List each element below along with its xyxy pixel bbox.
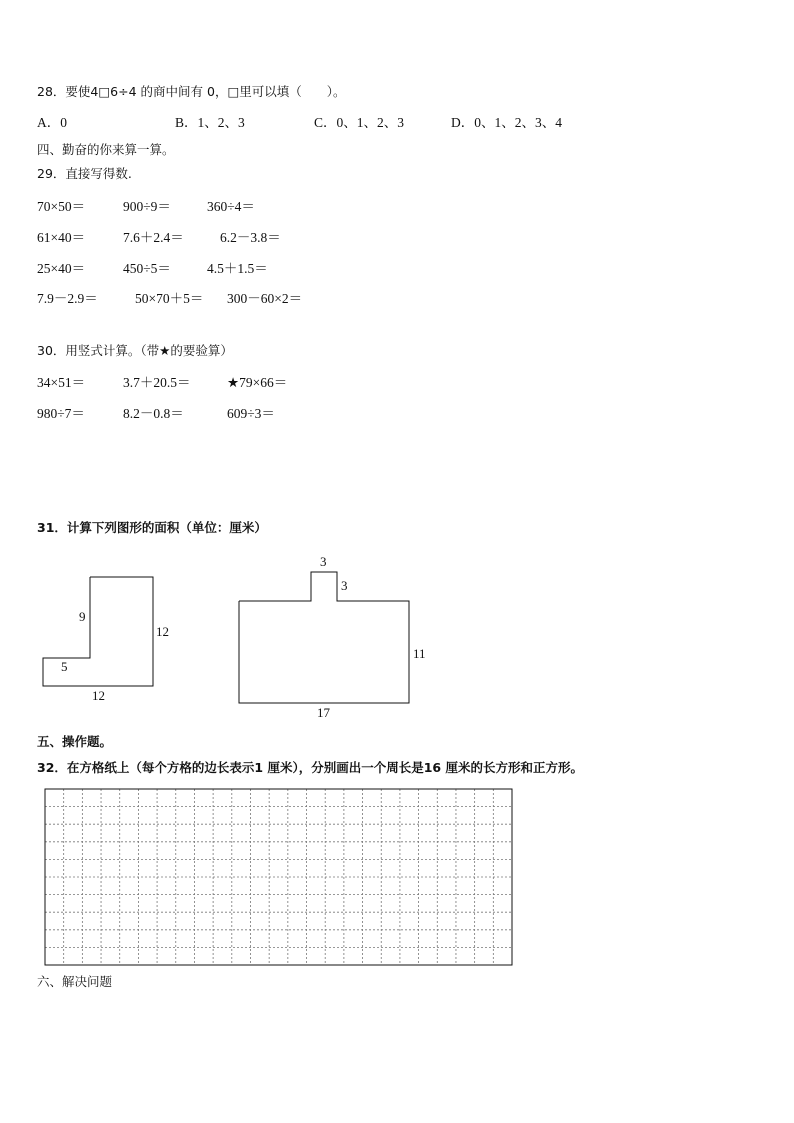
q28-option-b: B．1、2、3: [175, 115, 245, 130]
q29-item: 61×40＝: [37, 230, 86, 245]
figure-1-label-12-bottom: 12: [92, 688, 105, 703]
q29-item: 360÷4＝: [207, 199, 255, 214]
q30-item: 980÷7＝: [37, 406, 85, 421]
q29-item: 6.2－3.8＝: [220, 230, 281, 245]
figure-1-label-9: 9: [79, 609, 86, 624]
figure-2-label-3-top: 3: [320, 554, 327, 569]
q29-item: 70×50＝: [37, 199, 86, 214]
q28-option-d: D．0、1、2、3、4: [451, 115, 562, 130]
q28-option-a: A．0: [37, 115, 67, 130]
figure-2-label-17: 17: [317, 705, 330, 720]
section-4-heading: 四、勤奋的你来算一算。: [37, 142, 175, 157]
q28-stem: 28．要使4□6÷4 的商中间有 0，□里可以填（ ）。: [37, 84, 346, 99]
q29-item: 7.6＋2.4＝: [123, 230, 184, 245]
section-5-heading: 五、操作题。: [37, 734, 113, 749]
q30-item: 8.2－0.8＝: [123, 406, 184, 421]
q29-item: 900÷9＝: [123, 199, 171, 214]
q29-stem: 29．直接写得数.: [37, 166, 132, 181]
q30-item: ★79×66＝: [227, 375, 288, 390]
figure-2-label-11: 11: [413, 646, 426, 661]
q29-item: 300－60×2＝: [227, 291, 303, 306]
q29-item: 50×70＋5＝: [135, 291, 204, 306]
figure-1-label-12-right: 12: [156, 624, 169, 639]
figure-2-shape: [239, 572, 409, 703]
q28-option-c: C．0、1、2、3: [314, 115, 405, 130]
q29-item: 25×40＝: [37, 261, 86, 276]
q31-stem: 31．计算下列图形的面积（单位：厘米）: [37, 520, 267, 535]
figure-2-label-3-side: 3: [341, 578, 348, 593]
grid-paper[interactable]: [45, 789, 512, 965]
q30-item: 609÷3＝: [227, 406, 275, 421]
figure-1-l-shape: [43, 577, 153, 686]
q32-stem: 32．在方格纸上（每个方格的边长表示1 厘米），分别画出一个周长是16 厘米的长方形和正方形。: [37, 760, 583, 775]
q29-item: 7.9－2.9＝: [37, 291, 98, 306]
q30-item: 34×51＝: [37, 375, 86, 390]
section-6-heading: 六、解决问题: [37, 974, 113, 989]
q30-item: 3.7＋20.5＝: [123, 375, 191, 390]
q30-stem: 30．用竖式计算。（带★的要验算）: [37, 343, 233, 358]
figure-1-label-5: 5: [61, 659, 68, 674]
q29-item: 4.5＋1.5＝: [207, 261, 268, 276]
q29-item: 450÷5＝: [123, 261, 171, 276]
